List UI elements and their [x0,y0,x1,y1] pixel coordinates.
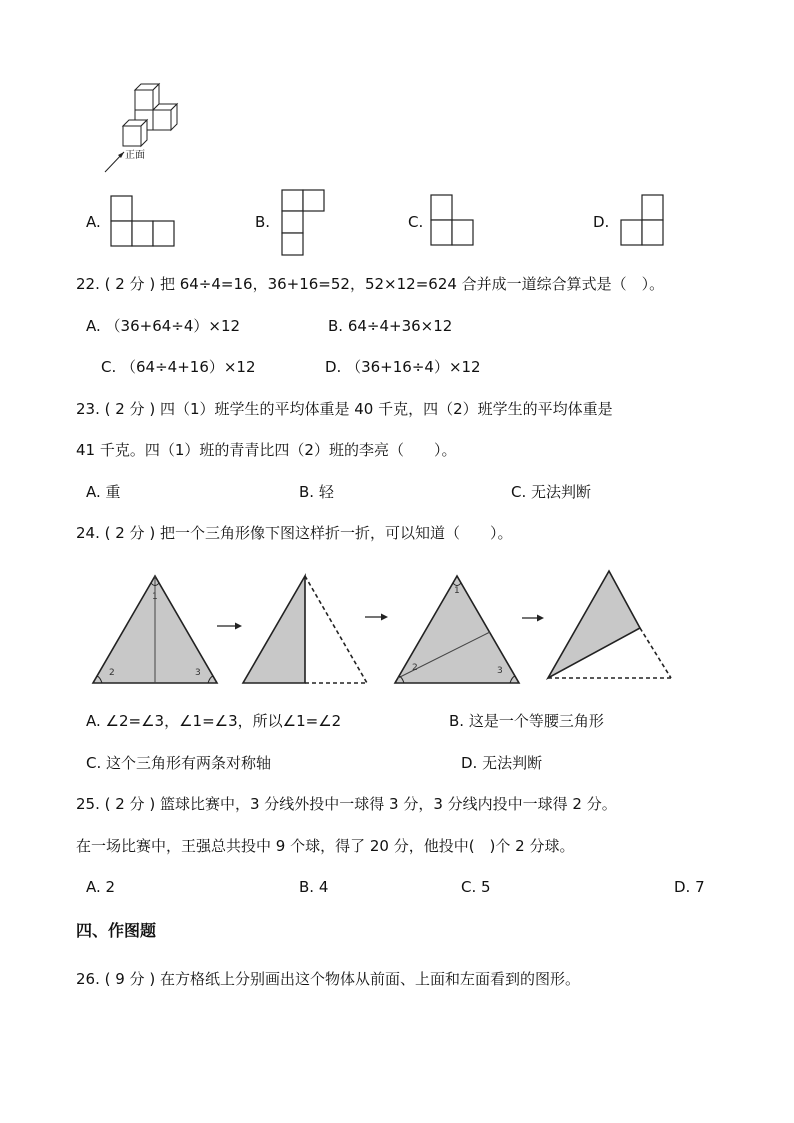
cube-stack-figure [100,80,200,175]
q21-option-c[interactable]: C. [408,213,424,231]
q22-option-a[interactable]: A. （36+64÷4）×12 [86,317,241,335]
q22-option-d[interactable]: D. （36+16÷4）×12 [325,358,481,376]
q25-option-a[interactable]: A. 2 [86,878,116,896]
cube-right [153,104,177,130]
svg-text:1: 1 [454,586,460,596]
q24-option-b[interactable]: B. 这是一个等腰三角形 [449,712,604,730]
q23-option-c[interactable]: C. 无法判断 [511,483,592,501]
angle-label-3: 3 [195,668,201,678]
fold-step-2-triangle [243,576,367,683]
q26-stem: 26. ( 9 分 ) 在方格纸上分别画出这个物体从前面、上面和左面看到的图形。 [76,970,580,988]
fold-step-1-triangle [93,576,217,683]
q25-stem-line2: 在一场比赛中，王强总共投中 9 个球，得了 20 分，他投中( )个 2 分球。 [76,837,575,855]
q24-option-a[interactable]: A. ∠2=∠3，∠1=∠3，所以∠1=∠2 [86,712,342,730]
q23-option-b[interactable]: B. 轻 [299,483,334,501]
fold-triangle-diagrams [85,566,685,691]
q21-option-a[interactable]: A. [86,213,101,231]
angle-label-2: 2 [109,668,115,678]
section-heading: 四、作图题 [76,921,157,940]
q23-stem-line1: 23. ( 2 分 ) 四（1）班学生的平均体重是 40 千克，四（2）班学生的平均体重是 [76,400,613,418]
q23-option-a[interactable]: A. 重 [86,483,121,501]
q22-option-b[interactable]: B. 64÷4+36×12 [328,317,453,335]
q21-option-d[interactable]: D. [593,213,610,231]
arrow-1-icon [217,623,242,630]
svg-text:2: 2 [412,663,418,673]
q24-option-c[interactable]: C. 这个三角形有两条对称轴 [86,754,272,772]
cube-top [135,84,159,110]
fold-step-3-triangle [395,576,519,683]
view-option-b [282,190,326,256]
q25-stem-line1: 25. ( 2 分 ) 篮球比赛中，3 分线外投中一球得 3 分，3 分线内投中一球得 2 分。 [76,795,617,813]
arrow-2-icon [365,614,388,621]
view-option-d [621,195,665,247]
q23-stem-line2: 41 千克。四（1）班的青青比四（2）班的李亮（ ）。 [76,441,457,459]
angle-label-1: 1 [152,592,158,602]
q24-stem: 24. ( 2 分 ) 把一个三角形像下图这样折一折，可以知道（ ）。 [76,524,513,542]
q25-option-d[interactable]: D. 7 [674,878,705,896]
svg-text:3: 3 [497,666,503,676]
front-label: 正面 [125,150,145,161]
arrow-3-icon [522,615,544,622]
q25-option-c[interactable]: C. 5 [461,878,491,896]
q22-option-c[interactable]: C. （64÷4+16）×12 [101,358,256,376]
view-option-a [111,196,175,248]
q21-option-b[interactable]: B. [255,213,271,231]
view-option-c [431,195,475,247]
cube-front [123,120,147,146]
q24-option-d[interactable]: D. 无法判断 [461,754,543,772]
q22-stem: 22. ( 2 分 ) 把 64÷4=16，36+16=52，52×12=624 合并成一道综合算式是（ ）。 [76,275,665,293]
fold-step-4-triangle [548,571,671,678]
q25-option-b[interactable]: B. 4 [299,878,329,896]
